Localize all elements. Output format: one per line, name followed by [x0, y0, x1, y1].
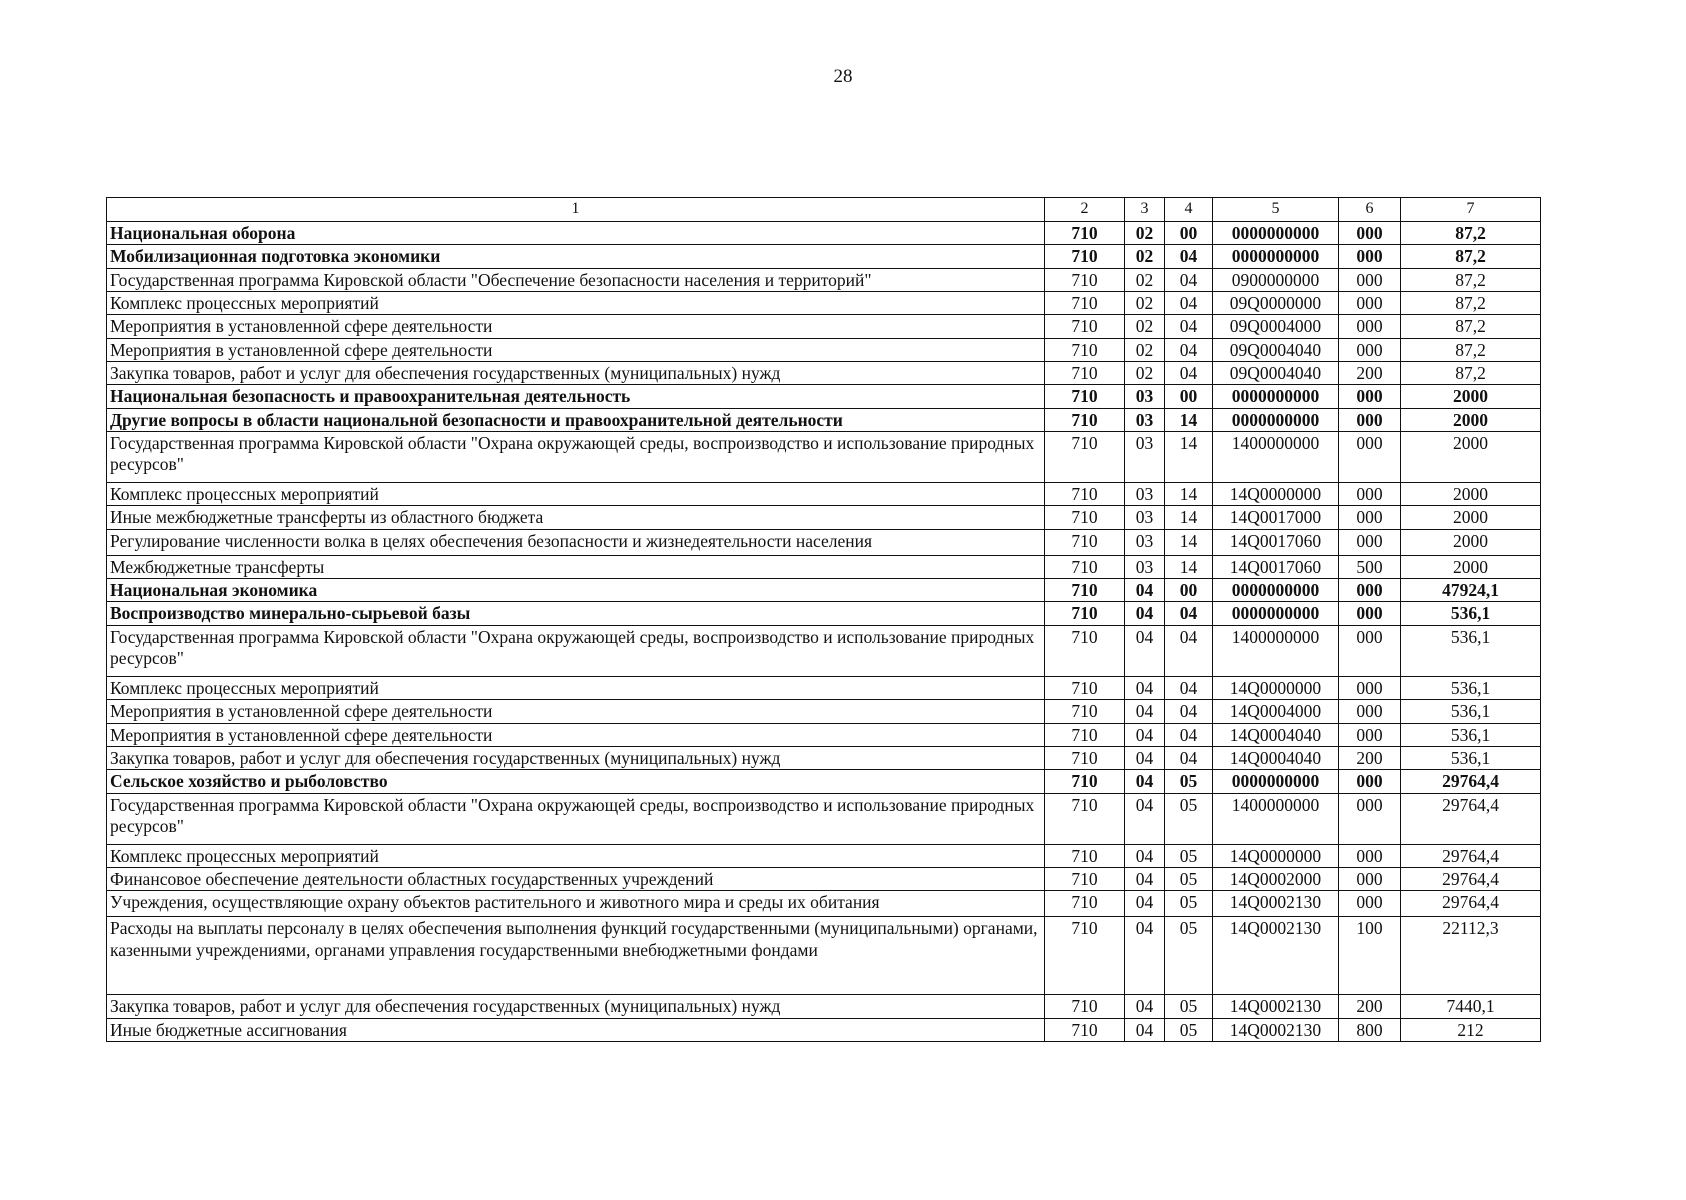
- section-cell: 03: [1125, 506, 1165, 529]
- amount-cell: 87,2: [1401, 362, 1541, 385]
- table-row: [107, 268, 1541, 291]
- target-article-cell: 14Q0017060: [1213, 529, 1339, 555]
- ved-code-cell: 710: [1045, 602, 1125, 625]
- section-cell: 03: [1125, 529, 1165, 555]
- table-row: [107, 385, 1541, 408]
- row-name-cell: Сельское хозяйство и рыболовство: [107, 770, 1045, 793]
- target-article-cell: 14Q0000000: [1213, 676, 1339, 699]
- amount-cell: 29764,4: [1401, 891, 1541, 917]
- table-row: [107, 917, 1541, 995]
- ved-code-cell: 710: [1045, 292, 1125, 315]
- amount-cell: 87,2: [1401, 338, 1541, 361]
- target-article-cell: 0000000000: [1213, 602, 1339, 625]
- expense-type-cell: 000: [1339, 770, 1401, 793]
- amount-cell: 536,1: [1401, 723, 1541, 746]
- amount-cell: 536,1: [1401, 700, 1541, 723]
- target-article-cell: 14Q0017000: [1213, 506, 1339, 529]
- target-article-cell: 09Q0000000: [1213, 292, 1339, 315]
- target-article-cell: 14Q0002130: [1213, 891, 1339, 917]
- target-article-cell: 0000000000: [1213, 245, 1339, 268]
- section-cell: 02: [1125, 245, 1165, 268]
- column-header: 2: [1045, 198, 1125, 222]
- target-article-cell: 14Q0002130: [1213, 995, 1339, 1018]
- subsection-cell: 14: [1165, 408, 1213, 431]
- expense-type-cell: 200: [1339, 995, 1401, 1018]
- section-cell: 03: [1125, 408, 1165, 431]
- amount-cell: 29764,4: [1401, 867, 1541, 890]
- row-name-cell: Комплекс процессных мероприятий: [107, 844, 1045, 867]
- row-name-cell: Государственная программа Кировской области "Охрана окружающей среды, воспроизводство и использование природных ресурсов": [107, 432, 1045, 483]
- table-row: [107, 723, 1541, 746]
- expense-type-cell: 200: [1339, 362, 1401, 385]
- table-row: [107, 506, 1541, 529]
- subsection-cell: 04: [1165, 315, 1213, 338]
- ved-code-cell: 710: [1045, 723, 1125, 746]
- expense-type-cell: 000: [1339, 338, 1401, 361]
- ved-code-cell: 710: [1045, 746, 1125, 769]
- amount-cell: 29764,4: [1401, 844, 1541, 867]
- target-article-cell: 0000000000: [1213, 579, 1339, 602]
- amount-cell: 87,2: [1401, 245, 1541, 268]
- table-row: [107, 292, 1541, 315]
- row-name-cell: Государственная программа Кировской области "Охрана окружающей среды, воспроизводство и использование природных ресурсов": [107, 625, 1045, 676]
- amount-cell: 2000: [1401, 408, 1541, 431]
- subsection-cell: 04: [1165, 338, 1213, 361]
- row-name-cell: Иные бюджетные ассигнования: [107, 1018, 1045, 1041]
- ved-code-cell: 710: [1045, 222, 1125, 245]
- subsection-cell: 04: [1165, 292, 1213, 315]
- subsection-cell: 14: [1165, 432, 1213, 483]
- target-article-cell: 0900000000: [1213, 268, 1339, 291]
- target-article-cell: 14Q0000000: [1213, 844, 1339, 867]
- expense-type-cell: 000: [1339, 793, 1401, 844]
- expense-type-cell: 800: [1339, 1018, 1401, 1041]
- row-name-cell: Закупка товаров, работ и услуг для обеспечения государственных (муниципальных) нужд: [107, 995, 1045, 1018]
- amount-cell: 2000: [1401, 506, 1541, 529]
- table-row: [107, 483, 1541, 506]
- expense-type-cell: 000: [1339, 891, 1401, 917]
- ved-code-cell: 710: [1045, 245, 1125, 268]
- target-article-cell: 14Q0000000: [1213, 483, 1339, 506]
- table-row: [107, 995, 1541, 1018]
- subsection-cell: 04: [1165, 268, 1213, 291]
- section-cell: 04: [1125, 602, 1165, 625]
- row-name-cell: Национальная оборона: [107, 222, 1045, 245]
- section-cell: 04: [1125, 995, 1165, 1018]
- table-header-row: [107, 198, 1541, 222]
- expense-type-cell: 200: [1339, 746, 1401, 769]
- row-name-cell: Межбюджетные трансферты: [107, 555, 1045, 578]
- amount-cell: 536,1: [1401, 676, 1541, 699]
- target-article-cell: 1400000000: [1213, 793, 1339, 844]
- subsection-cell: 00: [1165, 579, 1213, 602]
- row-name-cell: Финансовое обеспечение деятельности областных государственных учреждений: [107, 867, 1045, 890]
- ved-code-cell: 710: [1045, 625, 1125, 676]
- ved-code-cell: 710: [1045, 362, 1125, 385]
- expense-type-cell: 000: [1339, 408, 1401, 431]
- table-row: [107, 338, 1541, 361]
- subsection-cell: 04: [1165, 362, 1213, 385]
- table-row: [107, 432, 1541, 483]
- ved-code-cell: 710: [1045, 338, 1125, 361]
- row-name-cell: Учреждения, осуществляющие охрану объектов растительного и животного мира и среды их обитания: [107, 891, 1045, 917]
- row-name-cell: Государственная программа Кировской области "Обеспечение безопасности населения и территорий": [107, 268, 1045, 291]
- section-cell: 03: [1125, 483, 1165, 506]
- row-name-cell: Национальная экономика: [107, 579, 1045, 602]
- ved-code-cell: 710: [1045, 700, 1125, 723]
- target-article-cell: 14Q0004040: [1213, 723, 1339, 746]
- section-cell: 04: [1125, 770, 1165, 793]
- table-row: [107, 676, 1541, 699]
- section-cell: 04: [1125, 1018, 1165, 1041]
- table-row: [107, 1018, 1541, 1041]
- amount-cell: 87,2: [1401, 268, 1541, 291]
- table-row: [107, 625, 1541, 676]
- ved-code-cell: 710: [1045, 555, 1125, 578]
- expense-type-cell: 000: [1339, 432, 1401, 483]
- row-name-cell: Иные межбюджетные трансферты из областного бюджета: [107, 506, 1045, 529]
- expense-type-cell: 000: [1339, 867, 1401, 890]
- table-row: [107, 222, 1541, 245]
- subsection-cell: 05: [1165, 770, 1213, 793]
- subsection-cell: 14: [1165, 555, 1213, 578]
- expense-type-cell: 000: [1339, 529, 1401, 555]
- ved-code-cell: 710: [1045, 268, 1125, 291]
- amount-cell: 2000: [1401, 385, 1541, 408]
- row-name-cell: Воспроизводство минерально-сырьевой базы: [107, 602, 1045, 625]
- table-row: [107, 315, 1541, 338]
- section-cell: 04: [1125, 579, 1165, 602]
- section-cell: 02: [1125, 338, 1165, 361]
- ved-code-cell: 710: [1045, 506, 1125, 529]
- target-article-cell: 1400000000: [1213, 432, 1339, 483]
- expense-type-cell: 000: [1339, 268, 1401, 291]
- amount-cell: 22112,3: [1401, 917, 1541, 995]
- page-number: 28: [833, 66, 853, 87]
- budget-table: [106, 197, 1541, 1042]
- subsection-cell: 05: [1165, 844, 1213, 867]
- column-header: 6: [1339, 198, 1401, 222]
- table-row: [107, 245, 1541, 268]
- row-name-cell: Мероприятия в установленной сфере деятельности: [107, 315, 1045, 338]
- amount-cell: 2000: [1401, 483, 1541, 506]
- expense-type-cell: 000: [1339, 579, 1401, 602]
- section-cell: 04: [1125, 793, 1165, 844]
- section-cell: 04: [1125, 625, 1165, 676]
- table-row: [107, 793, 1541, 844]
- subsection-cell: 14: [1165, 483, 1213, 506]
- target-article-cell: 14Q0002130: [1213, 1018, 1339, 1041]
- subsection-cell: 04: [1165, 723, 1213, 746]
- amount-cell: 87,2: [1401, 315, 1541, 338]
- ved-code-cell: 710: [1045, 917, 1125, 995]
- expense-type-cell: 000: [1339, 483, 1401, 506]
- row-name-cell: Расходы на выплаты персоналу в целях обеспечения выполнения функций государственными (муниципальными) органами, казенными учреждениями, органами управления государственными внебюджетными фондами: [107, 917, 1045, 995]
- table-row: [107, 555, 1541, 578]
- row-name-cell: Другие вопросы в области национальной безопасности и правоохранительной деятельности: [107, 408, 1045, 431]
- table-row: [107, 746, 1541, 769]
- ved-code-cell: 710: [1045, 408, 1125, 431]
- ved-code-cell: 710: [1045, 995, 1125, 1018]
- section-cell: 03: [1125, 432, 1165, 483]
- amount-cell: 87,2: [1401, 292, 1541, 315]
- ved-code-cell: 710: [1045, 770, 1125, 793]
- amount-cell: 536,1: [1401, 746, 1541, 769]
- section-cell: 04: [1125, 700, 1165, 723]
- expense-type-cell: 100: [1339, 917, 1401, 995]
- target-article-cell: 14Q0004000: [1213, 700, 1339, 723]
- expense-type-cell: 000: [1339, 723, 1401, 746]
- subsection-cell: 04: [1165, 245, 1213, 268]
- subsection-cell: 04: [1165, 700, 1213, 723]
- table-row: [107, 529, 1541, 555]
- subsection-cell: 04: [1165, 625, 1213, 676]
- column-header: 3: [1125, 198, 1165, 222]
- ved-code-cell: 710: [1045, 315, 1125, 338]
- section-cell: 04: [1125, 891, 1165, 917]
- row-name-cell: Государственная программа Кировской области "Охрана окружающей среды, воспроизводство и использование природных ресурсов": [107, 793, 1045, 844]
- table-row: [107, 362, 1541, 385]
- section-cell: 04: [1125, 746, 1165, 769]
- table-row: [107, 891, 1541, 917]
- expense-type-cell: 000: [1339, 222, 1401, 245]
- section-cell: 04: [1125, 844, 1165, 867]
- ved-code-cell: 710: [1045, 844, 1125, 867]
- row-name-cell: Закупка товаров, работ и услуг для обеспечения государственных (муниципальных) нужд: [107, 362, 1045, 385]
- expense-type-cell: 000: [1339, 292, 1401, 315]
- target-article-cell: 14Q0017060: [1213, 555, 1339, 578]
- expense-type-cell: 000: [1339, 844, 1401, 867]
- ved-code-cell: 710: [1045, 483, 1125, 506]
- amount-cell: 536,1: [1401, 625, 1541, 676]
- table-row: [107, 844, 1541, 867]
- ved-code-cell: 710: [1045, 385, 1125, 408]
- expense-type-cell: 000: [1339, 385, 1401, 408]
- target-article-cell: 0000000000: [1213, 385, 1339, 408]
- row-name-cell: Закупка товаров, работ и услуг для обеспечения государственных (муниципальных) нужд: [107, 746, 1045, 769]
- section-cell: 03: [1125, 555, 1165, 578]
- subsection-cell: 04: [1165, 676, 1213, 699]
- ved-code-cell: 710: [1045, 891, 1125, 917]
- target-article-cell: 14Q0004040: [1213, 746, 1339, 769]
- target-article-cell: 14Q0002130: [1213, 917, 1339, 995]
- table-row: [107, 579, 1541, 602]
- amount-cell: 2000: [1401, 555, 1541, 578]
- subsection-cell: 05: [1165, 793, 1213, 844]
- target-article-cell: 1400000000: [1213, 625, 1339, 676]
- ved-code-cell: 710: [1045, 793, 1125, 844]
- amount-cell: 7440,1: [1401, 995, 1541, 1018]
- ved-code-cell: 710: [1045, 1018, 1125, 1041]
- target-article-cell: 0000000000: [1213, 770, 1339, 793]
- amount-cell: 29764,4: [1401, 793, 1541, 844]
- target-article-cell: 14Q0002000: [1213, 867, 1339, 890]
- ved-code-cell: 710: [1045, 676, 1125, 699]
- target-article-cell: 0000000000: [1213, 222, 1339, 245]
- row-name-cell: Комплекс процессных мероприятий: [107, 292, 1045, 315]
- expense-type-cell: 000: [1339, 625, 1401, 676]
- row-name-cell: Мобилизационная подготовка экономики: [107, 245, 1045, 268]
- section-cell: 03: [1125, 385, 1165, 408]
- row-name-cell: Мероприятия в установленной сфере деятельности: [107, 723, 1045, 746]
- section-cell: 02: [1125, 268, 1165, 291]
- subsection-cell: 05: [1165, 917, 1213, 995]
- target-article-cell: 09Q0004040: [1213, 362, 1339, 385]
- expense-type-cell: 000: [1339, 506, 1401, 529]
- target-article-cell: 09Q0004000: [1213, 315, 1339, 338]
- column-header: 1: [107, 198, 1045, 222]
- ved-code-cell: 710: [1045, 529, 1125, 555]
- amount-cell: 29764,4: [1401, 770, 1541, 793]
- amount-cell: 536,1: [1401, 602, 1541, 625]
- target-article-cell: 0000000000: [1213, 408, 1339, 431]
- subsection-cell: 05: [1165, 995, 1213, 1018]
- row-name-cell: Комплекс процессных мероприятий: [107, 676, 1045, 699]
- subsection-cell: 00: [1165, 222, 1213, 245]
- subsection-cell: 00: [1165, 385, 1213, 408]
- subsection-cell: 04: [1165, 746, 1213, 769]
- section-cell: 02: [1125, 222, 1165, 245]
- row-name-cell: Мероприятия в установленной сфере деятельности: [107, 700, 1045, 723]
- row-name-cell: Комплекс процессных мероприятий: [107, 483, 1045, 506]
- amount-cell: 212: [1401, 1018, 1541, 1041]
- column-header: 7: [1401, 198, 1541, 222]
- table-row: [107, 700, 1541, 723]
- table-row: [107, 867, 1541, 890]
- amount-cell: 2000: [1401, 529, 1541, 555]
- subsection-cell: 14: [1165, 529, 1213, 555]
- subsection-cell: 05: [1165, 1018, 1213, 1041]
- expense-type-cell: 000: [1339, 700, 1401, 723]
- table-row: [107, 408, 1541, 431]
- ved-code-cell: 710: [1045, 867, 1125, 890]
- row-name-cell: Мероприятия в установленной сфере деятельности: [107, 338, 1045, 361]
- section-cell: 04: [1125, 676, 1165, 699]
- section-cell: 04: [1125, 867, 1165, 890]
- ved-code-cell: 710: [1045, 432, 1125, 483]
- subsection-cell: 05: [1165, 867, 1213, 890]
- expense-type-cell: 000: [1339, 315, 1401, 338]
- table-row: [107, 770, 1541, 793]
- expense-type-cell: 500: [1339, 555, 1401, 578]
- row-name-cell: Национальная безопасность и правоохранительная деятельность: [107, 385, 1045, 408]
- expense-type-cell: 000: [1339, 245, 1401, 268]
- column-header: 5: [1213, 198, 1339, 222]
- table-row: [107, 602, 1541, 625]
- section-cell: 04: [1125, 723, 1165, 746]
- expense-type-cell: 000: [1339, 676, 1401, 699]
- subsection-cell: 04: [1165, 602, 1213, 625]
- section-cell: 02: [1125, 362, 1165, 385]
- subsection-cell: 14: [1165, 506, 1213, 529]
- row-name-cell: Регулирование численности волка в целях обеспечения безопасности и жизнедеятельности населения: [107, 529, 1045, 555]
- ved-code-cell: 710: [1045, 579, 1125, 602]
- target-article-cell: 09Q0004040: [1213, 338, 1339, 361]
- expense-type-cell: 000: [1339, 602, 1401, 625]
- amount-cell: 2000: [1401, 432, 1541, 483]
- section-cell: 02: [1125, 292, 1165, 315]
- subsection-cell: 05: [1165, 891, 1213, 917]
- column-header: 4: [1165, 198, 1213, 222]
- amount-cell: 87,2: [1401, 222, 1541, 245]
- amount-cell: 47924,1: [1401, 579, 1541, 602]
- section-cell: 04: [1125, 917, 1165, 995]
- section-cell: 02: [1125, 315, 1165, 338]
